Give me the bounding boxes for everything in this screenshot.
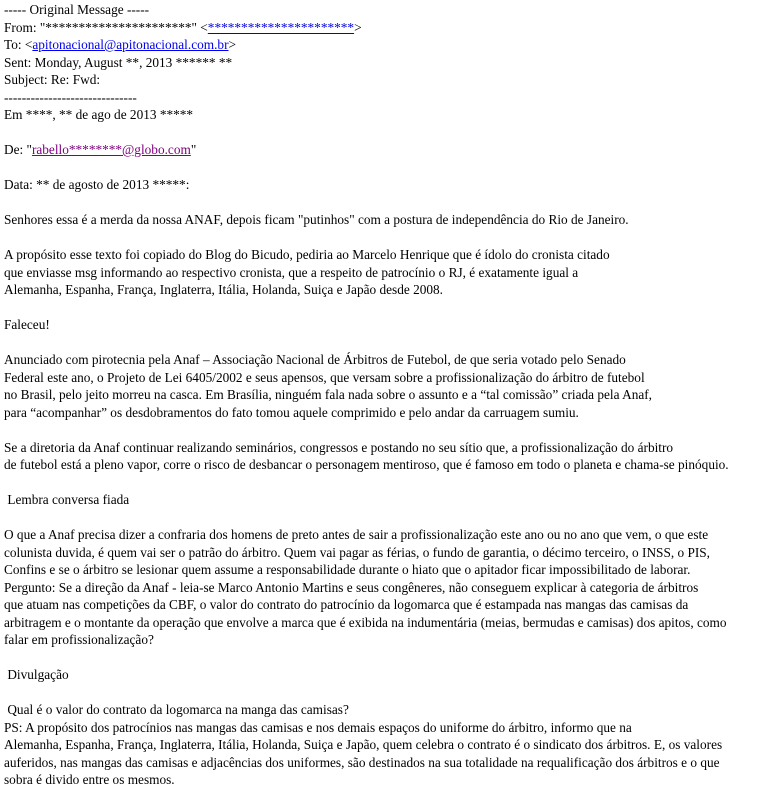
section-heading-divulgacao: Divulgação [4, 667, 69, 682]
from-line: From: "**********************" <**********************> [4, 19, 362, 35]
from-name: ********************** [45, 19, 192, 35]
paragraph-ps: PS: A propósito dos patrocínios nas mangas das camisas e nos demais espaços do uniforme do árbitro, informo que na Alemanha, Espanha, França, Inglaterra, Itália, Holanda, Suiça e Japão, quem celebra o contrato é o sindicato dos árbitros. E, os valores auferidos, nas mangas das camisas e adjacências dos uniformes, são destinados na sua totalidade na requalificação dos árbitros e o que sobra é divido entre os mesmos. [4, 719, 723, 787]
paragraph-4: Anunciado com pirotecnia pela Anaf – Associação Nacional de Árbitros de Futebol, de que seria votado pelo Senado Federal este ano, o Projeto de Lei 6405/2002 e seus apensos, que versam sobre a profissionalização do árbitro de futebol no Brasil, pelo jeito morreu na casca. Em Brasília, ninguém fala nada sobre o assunto e a “tal comissão” criada pela Anaf, para “acompanhar” os desdobramentos do fato tomou aquele comprimido e pelo andar da carruagem sumiu. [4, 352, 652, 420]
subject-line: Subject: Re: Fwd: [4, 72, 101, 87]
paragraph-2: A propósito esse texto foi copiado do Blog do Bicudo, pediria ao Marcelo Henrique que é ídolo do cronista citado que enviasse msg informando ao respectivo cronista, que a respeito de patrocínio o RJ, é exatamente igual a Alemanha, Espanha, França, Inglaterra, Itália, Holanda, Suiça e Japão desde 2008. [4, 247, 610, 297]
header-separator: ------------------------------ [4, 89, 137, 105]
paragraph-1: Senhores essa é a merda da nossa ANAF, depois ficam "putinhos" com a postura de independência do Rio de Janeiro. [4, 212, 629, 227]
paragraph-3: Faleceu! [4, 317, 50, 332]
forwarded-from-line: De: "rabello********@globo.com" [4, 142, 197, 157]
section-heading-lembra: Lembra conversa fiada [4, 492, 130, 507]
to-email-link[interactable]: apitonacional@apitonacional.com.br [32, 37, 229, 52]
from-email-link[interactable]: ********************** [207, 19, 355, 35]
to-line: To: <apitonacional@apitonacional.com.br> [4, 37, 236, 52]
original-message-marker: ----- Original Message ----- [4, 2, 150, 17]
question-line: Qual é o valor do contrato da logomarca na manga das camisas? [4, 702, 349, 717]
sent-line: Sent: Monday, August **, 2013 ****** ** [4, 54, 233, 70]
paragraph-6: O que a Anaf precisa dizer a confraria dos homens de preto antes de sair a profissionalização este ano ou no ano que vem, o que este colunista duvida, é quem vai ser o patrão do árbitro. Quem vai pagar as férias, o fundo de garantia, o décimo terceiro, o INSS, o PIS, Confins e se o árbitro se lesionar quem assume a responsabilidade durante o hiato que o apitador ficar impossibilitado de laborar. Pergunto: Se a direção da Anaf - leia-se Marco Antonio Martins e seus congêneres, não conseguem explicar à categoria de árbitros que atuam nas competições da CBF, o valor do contrato do patrocínio da logomarca que é estampada nas mangas das camisas da arbitragem e o montante da operação que envolve a marca que é exibida na indumentária (meias, bermudas e camisas) dos apitos, como falar em profissionalização? [4, 527, 727, 647]
forwarded-date-line: Em ****, ** de ago de 2013 ***** [4, 107, 194, 122]
forwarded-from-email-link[interactable]: rabello********@globo.com [31, 142, 191, 157]
paragraph-5: Se a diretoria da Anaf continuar realizando seminários, congressos e postando no seu sítio que, a profissionalização do árbitro de futebol está a pleno vapor, corre o risco de desbancar o personagem mentiroso, que é famoso em todo o planeta e chama-se pinóquio. [4, 439, 729, 472]
forwarded-data-line: Data: ** de agosto de 2013 *****: [4, 177, 190, 192]
